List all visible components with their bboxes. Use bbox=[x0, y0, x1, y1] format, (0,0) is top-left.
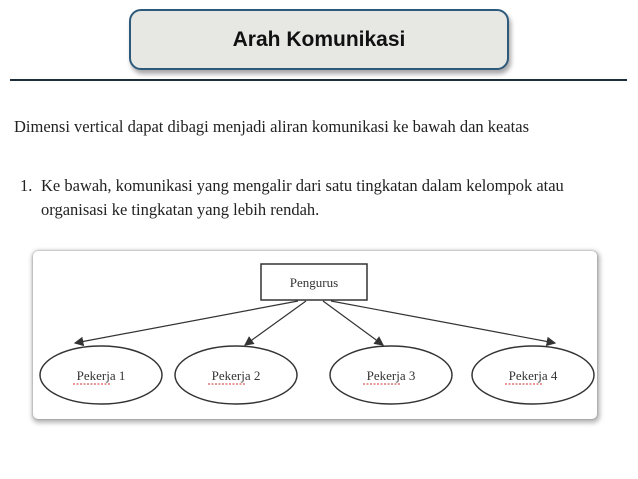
arrow-to-pekerja-2 bbox=[245, 301, 306, 345]
pekerja-2-label: Pekerja 2 bbox=[211, 368, 261, 383]
slide-title-box bbox=[129, 9, 509, 70]
intro-paragraph: Dimensi vertical dapat dibagi menjadi aliran komunikasi ke bawah dan keatas bbox=[14, 117, 529, 136]
arrow-to-pekerja-1 bbox=[75, 301, 298, 343]
org-diagram bbox=[33, 251, 597, 419]
pekerja-3-label: Pekerja 3 bbox=[366, 368, 416, 383]
title-divider bbox=[10, 79, 627, 81]
org-diagram-svg bbox=[33, 251, 597, 419]
list-item-text: Ke bawah, komunikasi yang mengalir dari satu tingkatan dalam kelompok atau organisasi ke tingkatan yang lebih rendah. bbox=[41, 176, 564, 219]
arrow-to-pekerja-4 bbox=[331, 301, 555, 343]
pekerja-1-label: Pekerja 1 bbox=[76, 368, 126, 383]
pekerja-4-label: Pekerja 4 bbox=[508, 368, 558, 383]
slide-title: Arah Komunikasi bbox=[232, 28, 406, 51]
arrow-to-pekerja-3 bbox=[323, 301, 383, 345]
pengurus-label: Pengurus bbox=[289, 275, 339, 290]
list-item-number: 1. bbox=[20, 176, 33, 195]
